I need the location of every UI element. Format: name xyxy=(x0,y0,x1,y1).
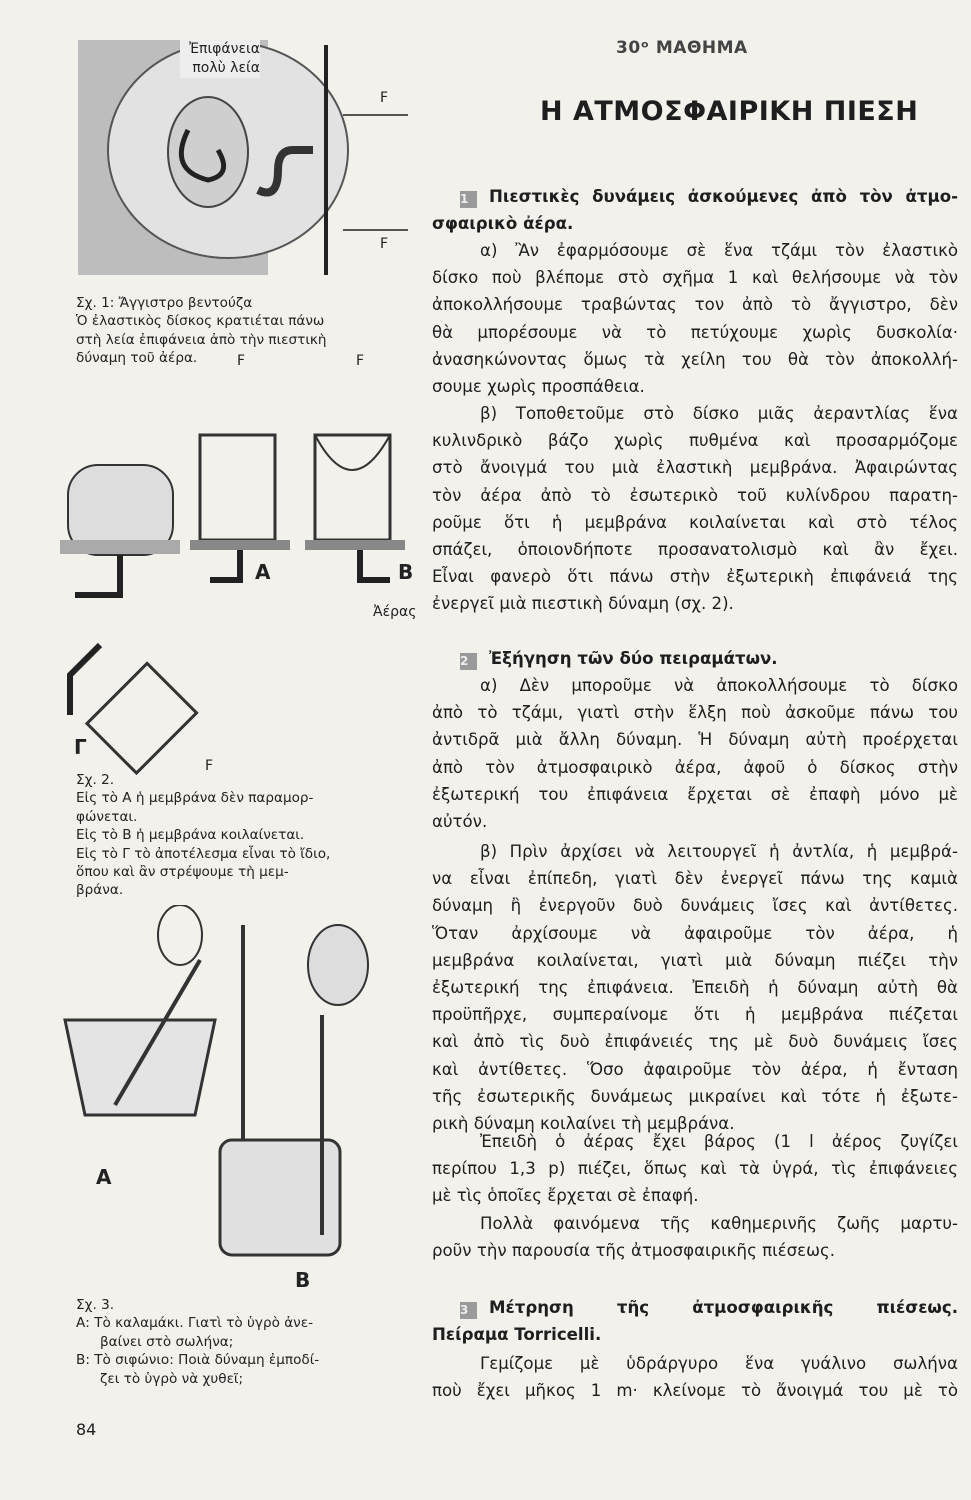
figure-3-caption xyxy=(76,1296,319,1388)
section-2-paragraph xyxy=(432,672,958,835)
page-number: 84 xyxy=(76,1420,97,1439)
figure-2-membrane-experiments xyxy=(60,375,440,775)
text-line: Εἶναι φανερὸ ὅτι πάνω στὴν ἐξωτερικὴ ἐπιφάνειά της xyxy=(432,567,958,587)
text-line: αὐτόν. xyxy=(432,811,488,831)
caption-line: Β: Τὸ σιφώνιο: Ποιὰ δύναμη ἐμποδί- xyxy=(76,1352,320,1369)
text-line: ἀνασηκώνοντας ὅμως τὰ χείλη του θὰ τὸν ἀποκολλή- xyxy=(432,349,958,369)
section-1-paragraph xyxy=(432,400,958,618)
fig1-label-force-bottom: F xyxy=(380,236,389,252)
section-3-heading xyxy=(432,1294,958,1348)
text-line: προϋπῆρχε, συμπεραίνομε ὅτι ἡ μεμβράνα πιέζεται xyxy=(432,1005,958,1025)
text-line: κυλινδρικὸ βάζο χωρὶς πυθμένα καὶ προσαρμόζομε xyxy=(432,431,958,451)
caption-line: Α: Τὸ καλαμάκι. Γιατὶ τὸ ὑγρὸ ἀνε- xyxy=(76,1315,314,1332)
text-line: σουμε χωρὶς προσπάθεια. xyxy=(432,376,645,396)
caption-line: Σχ. 3. xyxy=(76,1297,115,1313)
section-number-badge: 3 xyxy=(460,1302,477,1319)
text-line: α) Ἂν ἐφαρμόσουμε σὲ ἕνα τζάμι τὸν ἐλαστικὸ xyxy=(480,241,958,260)
fig3-label-a: A xyxy=(96,1165,112,1189)
heading-text: Πείραμα Torricelli. xyxy=(432,1325,602,1345)
caption-line: φώνεται. xyxy=(76,808,138,825)
text-line: τῆς ἐσωτερικῆς δυνάμεως μικραίνει καὶ τότε ἡ ἐξωτε- xyxy=(432,1086,958,1106)
caption-line: Σχ. 2. xyxy=(76,772,115,788)
fig2-label-air: Ἀέρας xyxy=(373,604,417,620)
text-line: Ὅταν ἀρχίσουμε νὰ ἀφαιροῦμε τὸν ἀέρα, ἡ xyxy=(432,923,958,943)
text-line: β) Πρὶν ἀρχίσει νὰ λειτουργεῖ ἡ ἀντλία, ἡ μεμβρά- xyxy=(480,842,958,861)
caption-line: Εἰς τὸ Γ τὸ ἀποτέλεσμα εἶναι τὸ ἴδιο, xyxy=(76,845,331,862)
text-line: ἐνεργεῖ μιὰ πιεστικὴ δύναμη (σχ. 2). xyxy=(432,594,734,614)
text-line: θὰ μπορέσουμε νὰ τὸ πετύχουμε χωρὶς δυσκολία· xyxy=(432,322,958,342)
text-line: ροῦν τὴν παρουσία τῆς ἀτμοσφαιρικῆς πιέσεως. xyxy=(432,1241,836,1261)
text-line: Ἐπειδὴ ὁ ἀέρας ἔχει βάρος (1 l ἀέρος ζυγίζει xyxy=(480,1132,958,1151)
heading-text: Πιεστικὲς δυνάμεις ἀσκούμενες ἀπὸ τὸν ἀτμο- xyxy=(489,187,958,206)
caption-line: ζει τὸ ὑγρὸ νὰ χυθεῖ; xyxy=(100,1370,244,1387)
fig2-label-b: B xyxy=(398,560,414,584)
text-line: στὸ ἄνοιγμά του μιὰ ἐλαστικὴ μεμβράνα. Ἀφαιρώντας xyxy=(432,458,958,478)
heading-line xyxy=(432,1294,958,1321)
fig2-label-g: Γ xyxy=(74,735,87,759)
text-line: δύναμη ἢ ἐνεργοῦν δυὸ δυνάμεις ἴσες καὶ ἀντίθετες. xyxy=(432,896,958,916)
heading-line xyxy=(432,210,958,237)
heading-line xyxy=(432,1321,958,1348)
text-line: καὶ ἀντίθετες. Ὅσο ἀφαιροῦμε τὸν ἀέρα, ἡ ἔνταση xyxy=(432,1059,958,1079)
heading-text: Ἐξήγηση τῶν δύο πειραμάτων. xyxy=(489,649,778,668)
text-line: περίπου 1,3 p) πιέζει, ὅπως καὶ τὰ ὑγρά, τὶς ἐπιφάνειες xyxy=(432,1159,958,1179)
text-line: ροῦμε ὅτι ἡ μεμβράνα κοιλαίνεται καὶ στὸ τέλος xyxy=(432,512,958,532)
lesson-number: 30ᵒ ΜΑΘΗΜΑ xyxy=(616,38,748,58)
caption-line: βράνα. xyxy=(76,882,124,899)
caption-line: Εἰς τὸ Α ἡ μεμβράνα δὲν παραμορ- xyxy=(76,790,314,807)
page-title: Η ΑΤΜΟΣΦΑΙΡΙΚΗ ΠΙΕΣΗ xyxy=(540,96,919,127)
fig1-label-force-top: F xyxy=(380,90,389,106)
text-line: β) Τοποθετοῦμε στὸ δίσκο μιᾶς ἀεραντλίας ἕνα xyxy=(480,404,958,423)
section-1-heading xyxy=(432,183,958,237)
text-line: ἀπὸ τὸν ἀτμοσφαιρικὸ ἀέρα, ἀφοῦ ὁ δίσκος στὴν xyxy=(432,757,958,777)
text-line: ἀπὸ τὸ τζάμι, γιατὶ στὴν ἕλξη ποὺ ἀσκοῦμε πάνω του xyxy=(432,703,958,723)
text-line: σπάζει, ὁποιονδήποτε προσανατολισμὸ καὶ ἂν ἔχει. xyxy=(432,539,958,559)
caption-line: Ὁ ἐλαστικὸς δίσκος κρατιέται πάνω xyxy=(76,313,325,330)
figure-1-caption xyxy=(76,294,327,368)
fig2-label-f2: F xyxy=(356,353,365,369)
text-line: ἀποκολλήσουμε τραβώντας τον ἀπὸ τὸ ἄγγιστρο, δὲν xyxy=(432,295,958,315)
section-number-badge: 2 xyxy=(460,653,477,670)
section-3-paragraph xyxy=(432,1350,958,1404)
section-1-paragraph xyxy=(432,237,958,400)
text-line: Γεμίζομε μὲ ὑδράργυρο ἕνα γυάλινο σωλήνα xyxy=(480,1354,958,1373)
text-line: ποὺ ἔχει μῆκος 1 m· κλείνομε τὸ ἄνοιγμά του μὲ τὸ xyxy=(432,1381,958,1401)
text-line: ἐξωτερική του ἐπιφάνεια ἔρχεται σὲ ἐπαφὴ μόνο μὲ xyxy=(432,784,958,804)
figure-2-caption xyxy=(76,771,330,900)
fig2-label-f3: F xyxy=(205,758,214,774)
fig2-label-f1: F xyxy=(237,353,246,369)
caption-line: ὅπου καὶ ἂν στρέψουμε τὴ μεμ- xyxy=(76,864,289,881)
text-line: μεμβράνα κοιλαίνεται, γιατὶ μιὰ δύναμη πιέζει τὴν xyxy=(432,950,958,970)
heading-line xyxy=(432,183,958,210)
text-line: καὶ ἀπὸ τὶς δυὸ ἐπιφάνειές της μὲ δυὸ δυνάμεις ἴσες xyxy=(432,1032,958,1052)
section-number-badge: 1 xyxy=(460,191,477,208)
text-line: Πολλὰ φαινόμενα τῆς καθημερινῆς ζωῆς μαρτυ- xyxy=(480,1214,958,1233)
figure-3-straw-and-pipette xyxy=(60,905,430,1285)
heading-line xyxy=(432,645,958,672)
fig3-label-b: B xyxy=(295,1268,311,1292)
text-line: τὸν ἀέρα ἀπὸ τὸ ἐσωτερικὸ τοῦ κυλίνδρου παρατη- xyxy=(432,485,958,505)
caption-line: Εἰς τὸ Β ἡ μεμβράνα κοιλαίνεται. xyxy=(76,827,305,844)
section-2-paragraph xyxy=(432,838,958,1137)
text-line: ρικὴ δύναμη κοιλαίνει τὴ μεμβράνα. xyxy=(432,1113,735,1133)
fig1-label-surface: Ἐπιφάνεια πολὺ λεία xyxy=(180,40,260,78)
text-line: να εἶναι ἐπίπεδη, γιατὶ δὲν ἐνεργεῖ πάνω της καμιὰ xyxy=(432,869,958,889)
text-line: ἀντιδρᾶ μιὰ ἄλλη δύναμη. Ἡ δύναμη αὐτὴ προέρχεται xyxy=(432,730,958,750)
section-2-paragraph xyxy=(432,1210,958,1264)
caption-line: δύναμη τοῦ ἀέρα. xyxy=(76,350,198,367)
caption-line: στὴ λεία ἐπιφάνεια ἀπὸ τὴν πιεστικὴ xyxy=(76,331,327,348)
text-line: μὲ τὶς ὁποῖες ἔρχεται σὲ ἐπαφή. xyxy=(432,1186,699,1206)
caption-line: Σχ. 1: Ἄγγιστρο βεντούζα xyxy=(76,295,253,311)
text-line: ἐξωτερική της ἐπιφάνεια. Ἐπειδὴ ἡ δύναμη αὐτὴ θὰ xyxy=(432,977,958,997)
caption-line: βαίνει στὸ σωλήνα; xyxy=(100,1333,234,1350)
text-line: α) Δὲν μποροῦμε νὰ ἀποκολλήσουμε τὸ δίσκο xyxy=(480,676,958,695)
section-2-heading xyxy=(432,645,958,672)
section-2-paragraph xyxy=(432,1128,958,1210)
heading-text: σφαιρικὸ ἀέρα. xyxy=(432,214,574,234)
fig2-label-a: A xyxy=(255,560,271,584)
heading-text: Μέτρηση τῆς ἀτμοσφαιρικῆς πιέσεως. xyxy=(489,1298,958,1317)
text-line: δίσκο ποὺ βλέπομε στὸ σχῆμα 1 καὶ θελήσουμε νὰ τὸν xyxy=(432,268,958,288)
